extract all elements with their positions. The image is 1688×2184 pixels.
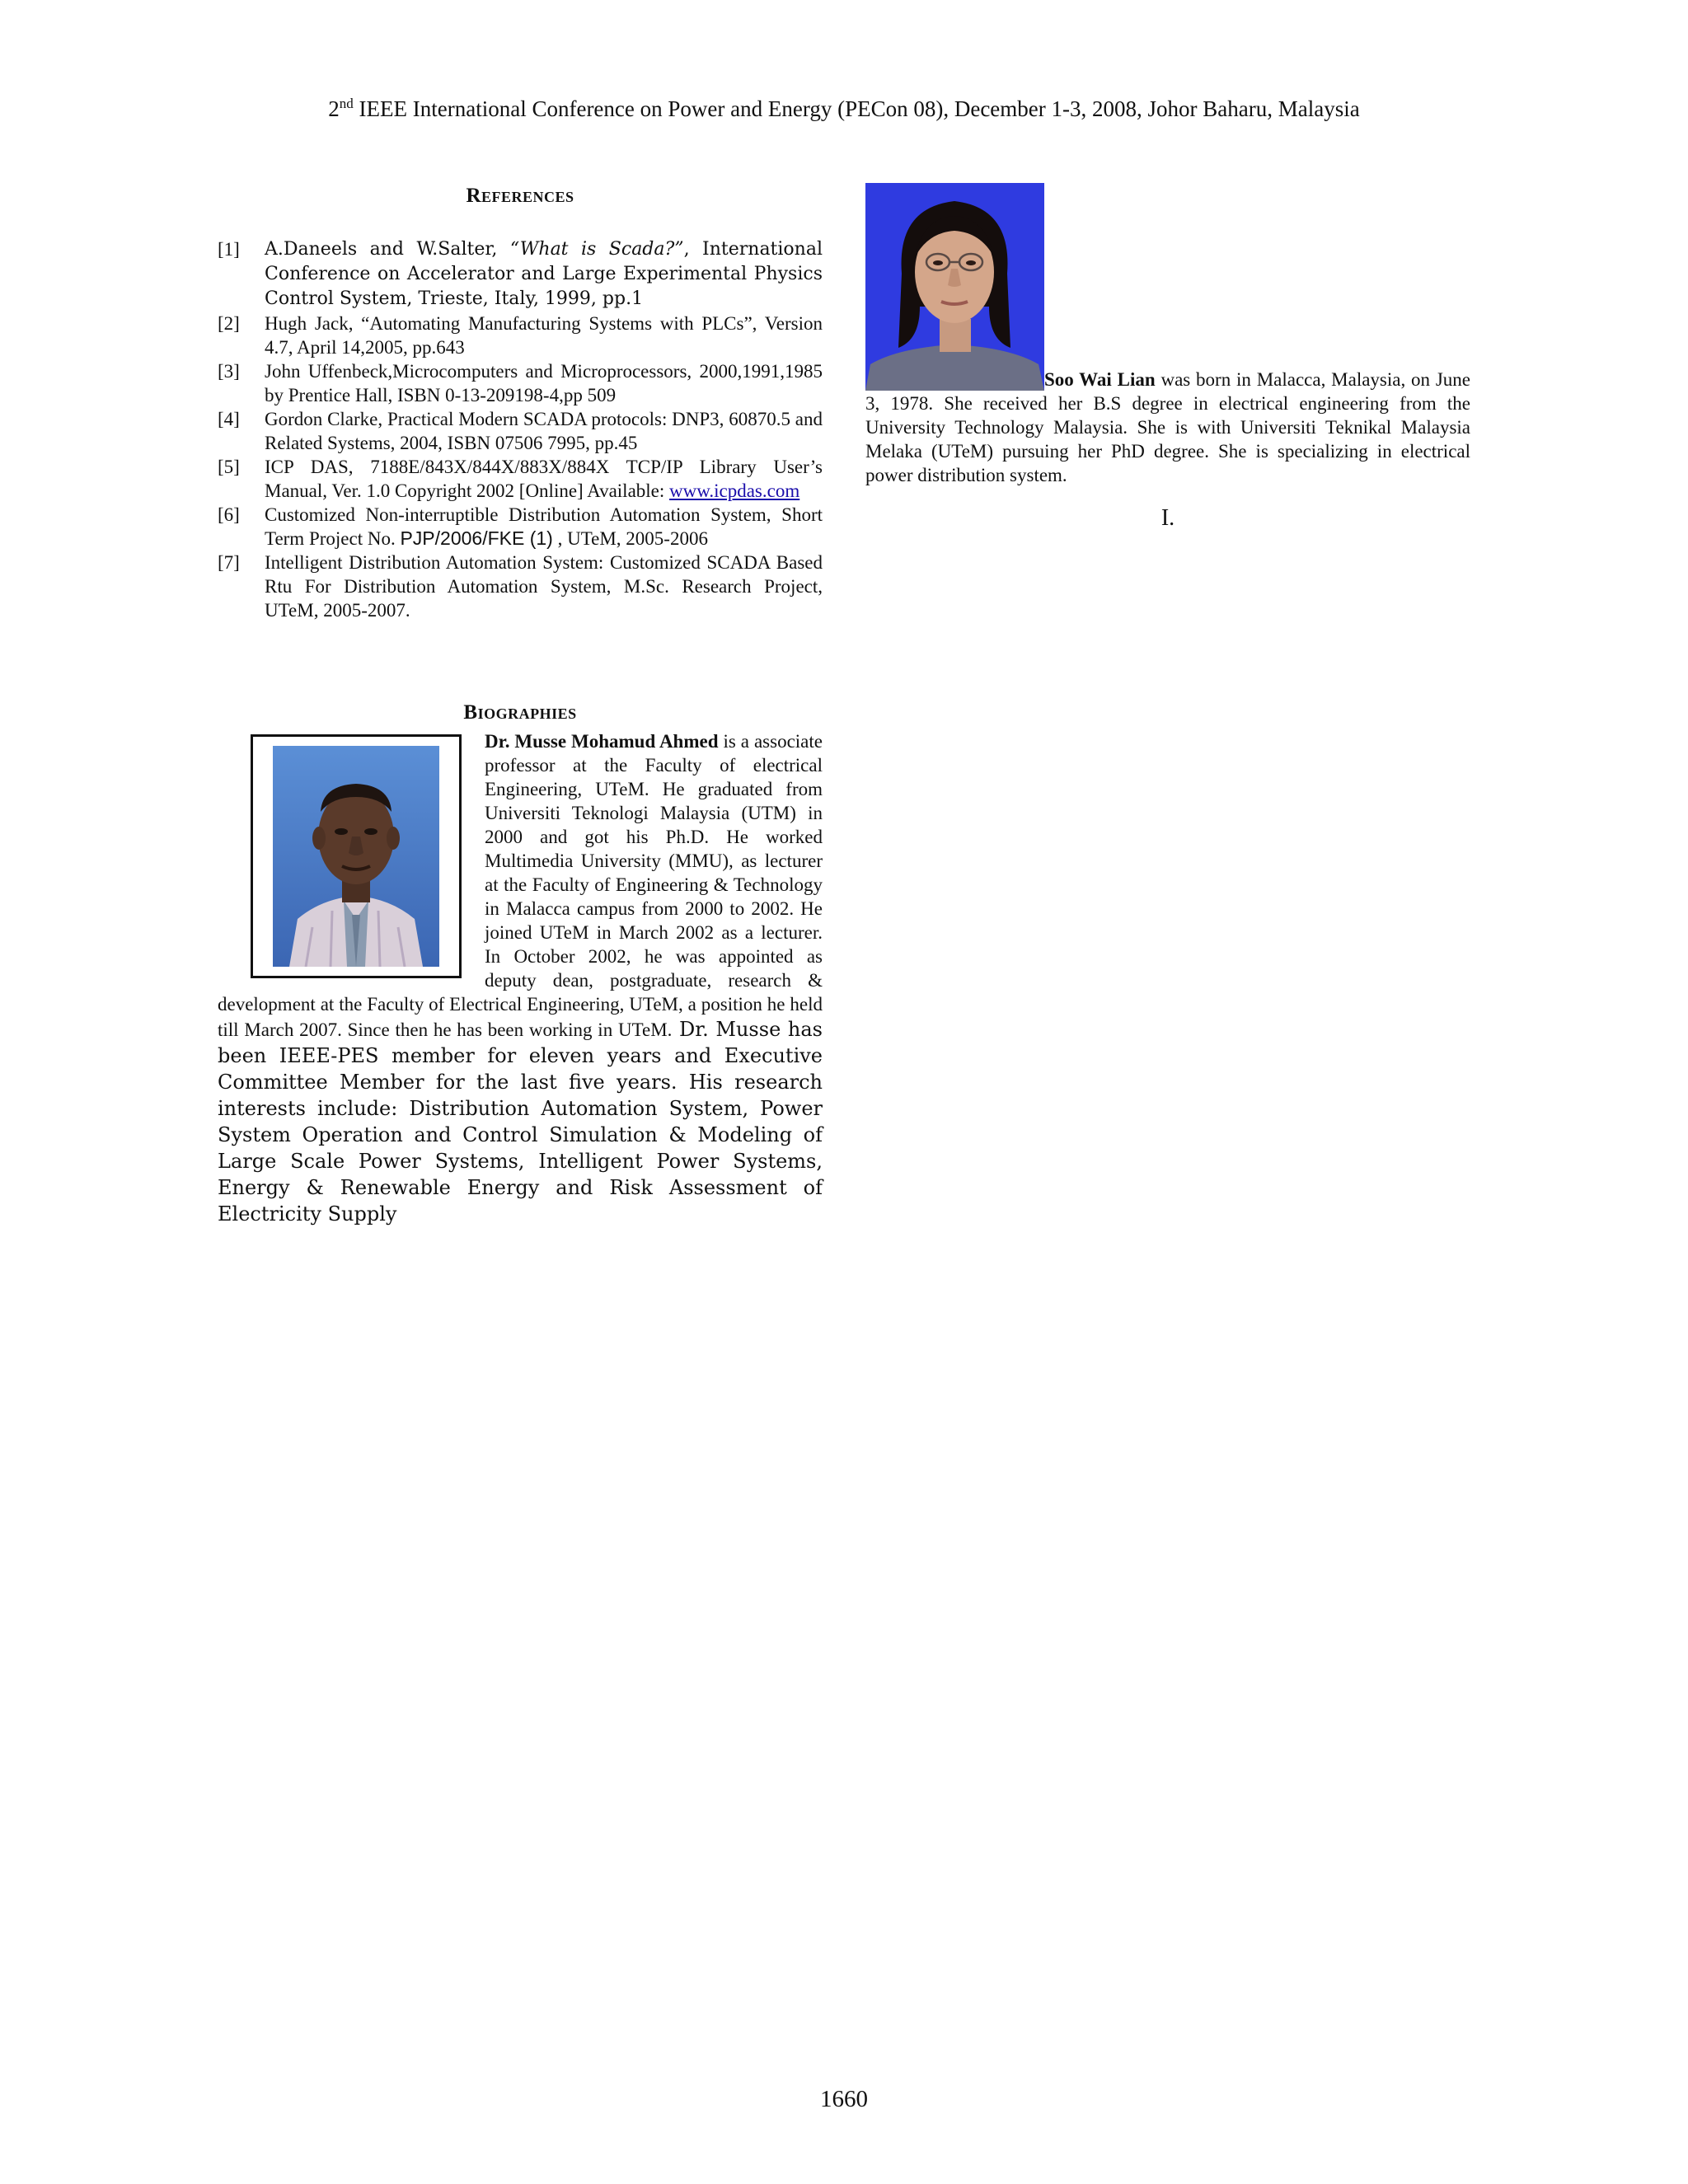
reference-number: [2]	[218, 313, 240, 334]
reference-text: Gordon Clarke, Practical Modern SCADA protocols: DNP3, 60870.5 and Related Systems, 2004, ISBN 07506 7995, pp.45	[265, 409, 823, 453]
reference-number: [5]	[218, 457, 240, 477]
reference-text-body: ICP DAS, 7188E/843X/844X/883X/884X TCP/IP Library User’s Manual, Ver. 1.0 Copyright 2002 [Online] Available:	[265, 457, 823, 501]
reference-text	[265, 237, 823, 312]
biography-musse	[218, 729, 823, 1227]
page-number: 1660	[820, 2086, 868, 2112]
project-number: PJP/2006/FKE (1)	[400, 527, 553, 549]
reference-text-body: Customized Non-interruptible Distribution Automation System, Short Term Project No.	[265, 504, 823, 549]
reference-number: [1]	[218, 239, 240, 260]
bio-body-musse: is a associate professor at the Faculty of electrical Engineering, UTeM. He graduated from Universiti Teknologi Malaysia (UTM) in 2000 and got his Ph.D. He worked Multimedia University (MMU), as lecturer at the Faculty of Engineering & Technology in Malacca campus from 2000 to 2002. He joined UTeM in March 2002 as a lecturer. In October 2002, he was appointed as deputy dean, postgraduate, research & development at the Faculty of Electrical Engineering, UTeM, a position he held till March 2007. Since then he has been working in UTeM.	[218, 731, 823, 1040]
photo-frame	[251, 734, 462, 978]
reference-item	[218, 503, 823, 551]
portrait-photo-musse	[273, 746, 439, 967]
reference-item	[218, 359, 823, 407]
reference-title-italic: “What is Scada?”	[509, 239, 684, 260]
left-column	[218, 181, 823, 1227]
reference-text	[265, 503, 823, 551]
bio-body-musse-continued: Dr. Musse has been IEEE-PES member for eleven years and Executive Committee Member for the last five years. His research interests include: Distribution Automation System, Power System Operation and Control Simulation & Modeling of Large Scale Power Systems, Intelligent Power Systems, Energy & Renewable Energy and Risk Assessment of Electricity Supply	[218, 1018, 823, 1226]
reference-text-authors: A.Daneels and W.Salter,	[265, 239, 510, 260]
reference-item	[218, 551, 823, 622]
reference-text: John Uffenbeck,Microcomputers and Microprocessors, 2000,1991,1985 by Prentice Hall, ISBN 0-13-209198-4,pp 509	[265, 361, 823, 405]
biographies-heading: Biographies	[463, 701, 577, 724]
running-header	[0, 89, 1688, 124]
reference-number: [7]	[218, 552, 240, 573]
stray-section-heading: I.	[1160, 505, 1175, 531]
reference-item	[218, 455, 823, 503]
reference-text: Intelligent Distribution Automation System: Customized SCADA Based Rtu For Distribution Automation System, M.Sc. Research Project, UTeM, 2005-2007.	[265, 552, 823, 621]
reference-text: Hugh Jack, “Automating Manufacturing Systems with PLCs”, Version 4.7, April 14,2005, pp.643	[265, 313, 823, 358]
reference-text-rest: , UTeM, 2005-2006	[552, 528, 708, 549]
bio-name-soo: Soo Wai Lian	[1044, 369, 1156, 390]
reference-number: [3]	[218, 361, 240, 382]
icpdas-link[interactable]: www.icpdas.com	[669, 480, 800, 501]
reference-list	[218, 237, 823, 622]
bio-body-soo: was born in Malacca, Malaysia, on June 3, 1978. She received her B.S degree in electrical engineering from the University Technology Malaysia. She is with Universiti Teknikal Malaysia Melaka (UTeM) pursuing her PhD degree. She is specializing in electrical power distribution system.	[865, 369, 1470, 485]
reference-text-rest: , International Conference on Accelerator and Large Experimental Physics Control System, Trieste, Italy, 1999, pp.1	[265, 239, 823, 309]
reference-text	[265, 455, 823, 503]
portrait-photo-soo	[865, 183, 1044, 391]
references-heading: References	[466, 185, 574, 207]
reference-number: [4]	[218, 409, 240, 429]
header-ordinal-suffix: nd	[339, 96, 354, 111]
biography-soo	[865, 181, 1470, 487]
bio-name-musse: Dr. Musse Mohamud Ahmed	[485, 731, 719, 752]
header-conference-text: IEEE International Conference on Power and Energy (PECon 08), December 1-3, 2008, Johor Baharu, Malaysia	[353, 96, 1360, 121]
header-ordinal-number: 2	[328, 96, 340, 121]
reference-item	[218, 407, 823, 455]
right-column	[865, 181, 1470, 532]
reference-number: [6]	[218, 504, 240, 525]
reference-item	[218, 237, 823, 312]
reference-item	[218, 312, 823, 359]
